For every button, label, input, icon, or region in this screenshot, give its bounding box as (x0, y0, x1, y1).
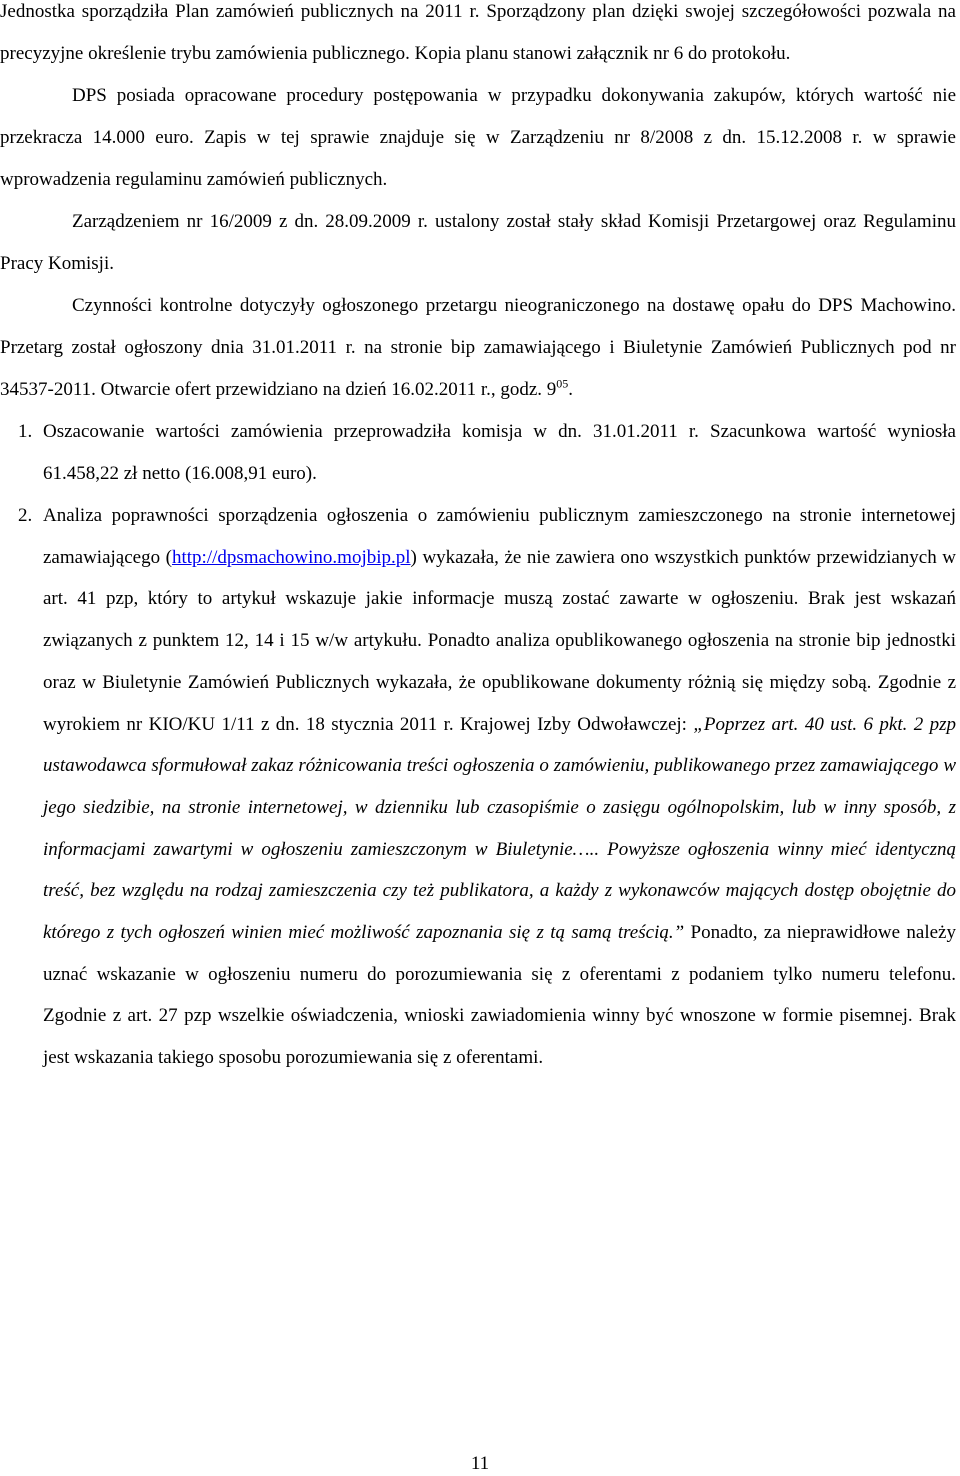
finding-number-1: 1. (18, 421, 33, 442)
time-superscript: 05 (556, 376, 569, 391)
findings-list (0, 411, 956, 1079)
finding-item-2 (0, 495, 956, 1079)
page-number: 11 (470, 1453, 490, 1474)
court-quote: „Poprzez art. 40 ust. 6 pkt. 2 pzp ustawodawca sformułował zakaz różnicowania treści ogłoszenia o zamówieniu, publikowanego przez zamawiającego w jego siedzibie, na stronie internetowej, w dzienniku lub czasopiśmie o zasięgu ogólnopolskim, lub w inny sposób, z informacjami zawartymi w ogłoszeniu zamieszczonym w Biuletynie….. Powyższe ogłoszenia winny mieć identyczną treść, bez względu na rodzaj zamieszczenia czy też publikatora, a każdy z wykonawców mających dostęp obojętnie do którego z tych ogłoszeń winien mieć możliwość zapoznania się z tą samą treścią.” (43, 713, 957, 944)
finding-item-1 (0, 411, 956, 495)
finding-text-2c: Ponadto, za nieprawidłowe należy uznać wskazanie w ogłoszeniu numeru do porozumiewania się z oferentami z podaniem tylko numeru telefonu. Zgodnie z art. 27 pzp wszelkie oświadczenia, wnioski zawiadomienia winny być wnoszone w formie pisemnej. Brak jest wskazania takiego sposobu porozumiewania się z oferentami. (43, 922, 956, 1069)
paragraph-plan: Jednostka sporządziła Plan zamówień publicznych na 2011 r. Sporządzony plan dzięki swojej szczegółowości pozwala na precyzyjne określenie trybu zamówienia publicznego. Kopia planu stanowi załącznik nr 6 do protokołu. (0, 1, 956, 64)
finding-number-2: 2. (18, 505, 33, 526)
inspection-end: . (568, 379, 574, 400)
bip-link[interactable]: http://dpsmachowino.mojbip.pl (171, 546, 411, 568)
finding-text-1: Oszacowanie wartości zamówienia przeprowadziła komisja w dn. 31.01.2011 r. Szacunkowa wartość wyniosła 61.458,22 zł netto (16.008,91 euro). (43, 421, 956, 484)
paragraph-inspection (0, 285, 956, 411)
finding-text-2a: Analiza poprawności sporządzenia ogłoszenia o zamówieniu publicznym zamieszczonego na stronie internetowej zamawiającego ( (43, 505, 956, 568)
finding-text-2b: ) wykazała, że nie zawiera ono wszystkich punktów przewidzianych w art. 41 pzp, który to artykuł wskazuje jakie informacje muszą zostać zawarte w ogłoszeniu. Brak jest wskazań związanych z punktem 12, 14 i 15 w/w artykułu. Ponadto analiza opublikowanego ogłoszenia na stronie bip jednostki oraz w Biuletynie Zamówień Publicznych wykazała, że opublikowane dokumenty różnią się między sobą. Zgodnie z wyrokiem nr KIO/KU 1/11 z dn. 18 stycznia 2011 r. Krajowej Izby Odwoławczej: (43, 546, 956, 735)
inspection-text: Czynności kontrolne dotyczyły ogłoszonego przetargu nieograniczonego na dostawę opału do DPS Machowino. Przetarg został ogłoszony dnia 31.01.2011 r. na stronie bip zamawiającego i Biuletynie Zamówień Publicznych pod nr 34537-2011. Otwarcie ofert przewidziano na dzień 16.02.2011 r., godz. 9 (0, 295, 956, 400)
paragraph-commission: Zarządzeniem nr 16/2009 z dn. 28.09.2009 r. ustalony został stały skład Komisji Przetargowej oraz Regulaminu Pracy Komisji. (0, 211, 956, 274)
paragraph-procedures: DPS posiada opracowane procedury postępowania w przypadku dokonywania zakupów, których wartość nie przekracza 14.000 euro. Zapis w tej sprawie znajduje się w Zarządzeniu nr 8/2008 z dn. 15.12.2008 r. w sprawie wprowadzenia regulaminu zamówień publicznych. (0, 85, 956, 190)
